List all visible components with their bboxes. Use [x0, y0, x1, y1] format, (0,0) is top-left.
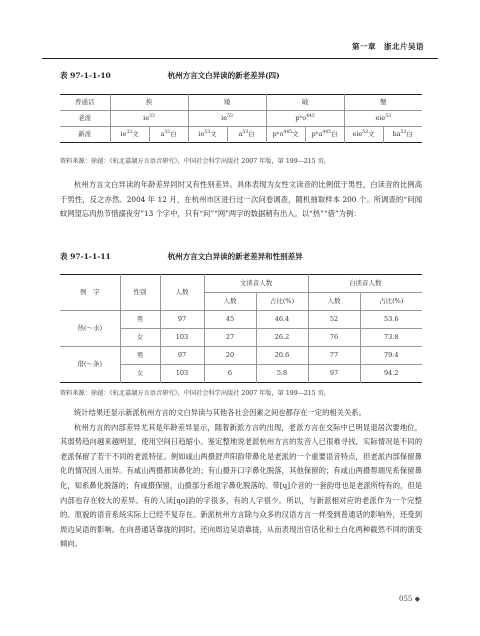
- wen-pct-cell: 20.6: [256, 347, 308, 365]
- ipa-cell: [149, 127, 188, 143]
- reading-tag: 文: [210, 130, 217, 139]
- ipa-cell: [266, 127, 305, 143]
- reading-tag: 白: [406, 130, 413, 139]
- table-row: [60, 347, 422, 365]
- wen-pct-cell: 26.2: [256, 329, 308, 347]
- header-cell: 挨: [110, 95, 188, 111]
- table2-caption: [60, 251, 303, 262]
- ipa-base: pʰa: [311, 130, 323, 139]
- ipa-tone: 53: [362, 130, 368, 136]
- ipa-tone: 33: [164, 130, 171, 136]
- table2-number: 表 97-1-1-11: [60, 252, 111, 261]
- ipa-base: a: [238, 130, 243, 139]
- ipa-base: ie: [120, 130, 127, 139]
- header-rule: [42, 58, 438, 59]
- table1-title: 杭州方言文白异读的新老差异(四): [167, 71, 280, 80]
- gender-cell: 男: [120, 347, 160, 365]
- ipa-tone: 445: [283, 130, 292, 136]
- wen-count-cell: 27: [204, 329, 256, 347]
- header-cell: 文读音人数: [204, 275, 308, 293]
- chapter-header: 第一章 浙北片吴语: [352, 42, 424, 51]
- ipa-tone: 33: [126, 130, 133, 136]
- header-cell: 人数: [308, 293, 360, 311]
- table2-header-row-1: [60, 275, 422, 293]
- reading-tag: 文: [368, 130, 375, 139]
- reading-tag: 白: [248, 130, 255, 139]
- row-label: 老派: [60, 111, 110, 127]
- header-cell: 人数: [160, 275, 204, 311]
- example-char: 热(～水): [60, 311, 120, 347]
- header-cell: 破: [266, 95, 344, 111]
- reading-tag: 白: [330, 130, 338, 139]
- row-label: 普通话: [60, 95, 110, 111]
- table2: [60, 274, 422, 383]
- ipa-tone: 53: [204, 130, 211, 136]
- wen-count-cell: 20: [204, 347, 256, 365]
- paragraph: 杭州方言文白异读的年龄差异同时又有性别差异。具体表现为女性文读音的比例低于男性，白读音的比例高于男性，反之亦然。2004 年 12 月，在杭州市区进行过一次问卷调查，随机抽取样本 200 个。所调查的“问闻蚊网望忘肉热节惜溺夜穷”13 个字中，只有“问”“网”两字的数据稍有出入。以“热”“借”为例：: [60, 180, 422, 219]
- header-cell: 蟹: [380, 98, 387, 107]
- bai-count-cell: 97: [308, 365, 360, 383]
- ipa-cell: [383, 127, 422, 143]
- ipa-base: pʰo: [295, 114, 307, 123]
- paragraph: 统计结果还显示新派杭州方言的文白异读与其他各社会因素之间也都存在一定的相关关系。: [74, 408, 366, 417]
- bai-pct-cell: 73.8: [360, 329, 422, 347]
- ipa-cell: [188, 111, 266, 127]
- page-number: 055 ◆: [399, 595, 420, 603]
- table1-header-row: [60, 95, 422, 111]
- bai-count-cell: 52: [308, 311, 360, 329]
- example-char: 借(～条): [60, 347, 120, 383]
- ipa-base: ie: [143, 114, 150, 123]
- table2-title: 杭州方言文白异读的新老差异和性别差异: [167, 252, 303, 261]
- header-cell: 人数: [204, 293, 256, 311]
- header-cell: 性别: [120, 275, 160, 311]
- ipa-base: ha: [392, 130, 401, 139]
- bai-count-cell: 76: [308, 329, 360, 347]
- ipa-cell: [305, 127, 344, 143]
- ipa-tone: 53: [385, 114, 391, 120]
- reading-tag: 白: [170, 130, 177, 139]
- reading-tag: 文: [291, 130, 299, 139]
- ipa-base: eie: [352, 130, 363, 139]
- bai-pct-cell: 53.6: [360, 311, 422, 329]
- ipa-tone: 53: [400, 130, 407, 136]
- ipa-base: ie: [221, 114, 228, 123]
- body-paragraph-2: [60, 406, 422, 552]
- table1-old-row: [60, 111, 422, 127]
- gender-cell: 女: [120, 329, 160, 347]
- total-cell: 103: [160, 329, 204, 347]
- header-cell: 白读音人数: [349, 279, 382, 288]
- gender-cell: 男: [120, 311, 160, 329]
- header-cell: 占比(%): [256, 293, 308, 311]
- table-row: [60, 311, 422, 329]
- ipa-tone: 53: [242, 130, 249, 136]
- ipa-tone: 445: [322, 130, 331, 136]
- table1-number: 表 97-1-1-10: [60, 71, 111, 80]
- row-label: 新派: [60, 127, 110, 143]
- ipa-cell: [344, 127, 383, 143]
- header-cell: 占比(%): [360, 293, 422, 311]
- ipa-cell: [266, 111, 344, 127]
- ipa-cell: [110, 127, 149, 143]
- ipa-base: eie: [375, 114, 386, 123]
- bai-pct-cell: 79.4: [360, 347, 422, 365]
- wen-count-cell: 45: [204, 311, 256, 329]
- paragraph: 杭州方言的内部差异尤其是年龄差异显示，随着新派方言的出现，老派方言在交际中已明显退居次要地位，其弱势趋向越来越明显，使用空间日趋缩小。鉴定整地说老派杭州方言的发音人已很难寻找，实际情况是不同的老派保留了若干不同的老派特征。例如咸山两摄舒声阳韵带鼻化是老派的一个重要语音特点，但老派内部保留鼻化的情况因人而异。有咸山两摄都读鼻化的；有山摄开口字鼻化脱落，其他保留的；有咸山两摄帮端见系保留鼻化，知系鼻化脱落的；有咸摄保留，山摄部分系组字鼻化脱落的。带[ɥ]介音的一套韵母也是老派所特有的，但是内部也存在较大的差异。有的人读[ɥo]韵的字很多，有的人字很少。所以，与新派相对应的老派作为一个完整的、原貌的语音系统实际上已经不复存在。新派杭州方言除与众多的汉语方言一样受到普通话的影响外，还受到周边吴语的影响。在向普通话靠拢的同时，还向周边吴语靠拢，从而表现出官话化和土白化两种截然不同的演变倾向。: [60, 422, 422, 549]
- gender-cell: 女: [120, 365, 160, 383]
- bai-count-cell: 77: [308, 347, 360, 365]
- body-paragraph-1: [60, 178, 422, 222]
- table1: [60, 94, 422, 143]
- table1-caption: [60, 70, 280, 81]
- reading-tag: 文: [132, 130, 139, 139]
- ipa-base: pʰo: [272, 130, 284, 139]
- table2-source: 资料来源：徐越：《杭北嘉湖方言语音研究》，中国社会科学出版社 2007 年版，第 199—215 页。: [60, 390, 330, 397]
- ipa-cell: [110, 111, 188, 127]
- total-cell: 103: [160, 365, 204, 383]
- table1-source: 资料来源：徐越：《杭北嘉湖方言语音研究》，中国社会科学出版社 2007 年版，第 199—215 页。: [60, 158, 330, 165]
- ipa-cell: [344, 111, 422, 127]
- wen-pct-cell: 5.8: [256, 365, 308, 383]
- wen-count-cell: 6: [204, 365, 256, 383]
- ipa-tone: 445: [306, 114, 315, 120]
- ipa-tone: 53: [227, 114, 233, 120]
- ipa-cell: [188, 127, 227, 143]
- header-cell: 矮: [188, 95, 266, 111]
- ipa-tone: 33: [149, 114, 155, 120]
- header-cell: 例 字: [60, 275, 120, 311]
- total-cell: 97: [160, 311, 204, 329]
- ipa-base: ie: [198, 130, 205, 139]
- wen-pct-cell: 46.4: [256, 311, 308, 329]
- total-cell: 97: [160, 347, 204, 365]
- ipa-cell: [227, 127, 266, 143]
- bai-pct-cell: 94.2: [360, 365, 422, 383]
- ipa-base: a: [160, 130, 165, 139]
- table1-new-row: [60, 127, 422, 143]
